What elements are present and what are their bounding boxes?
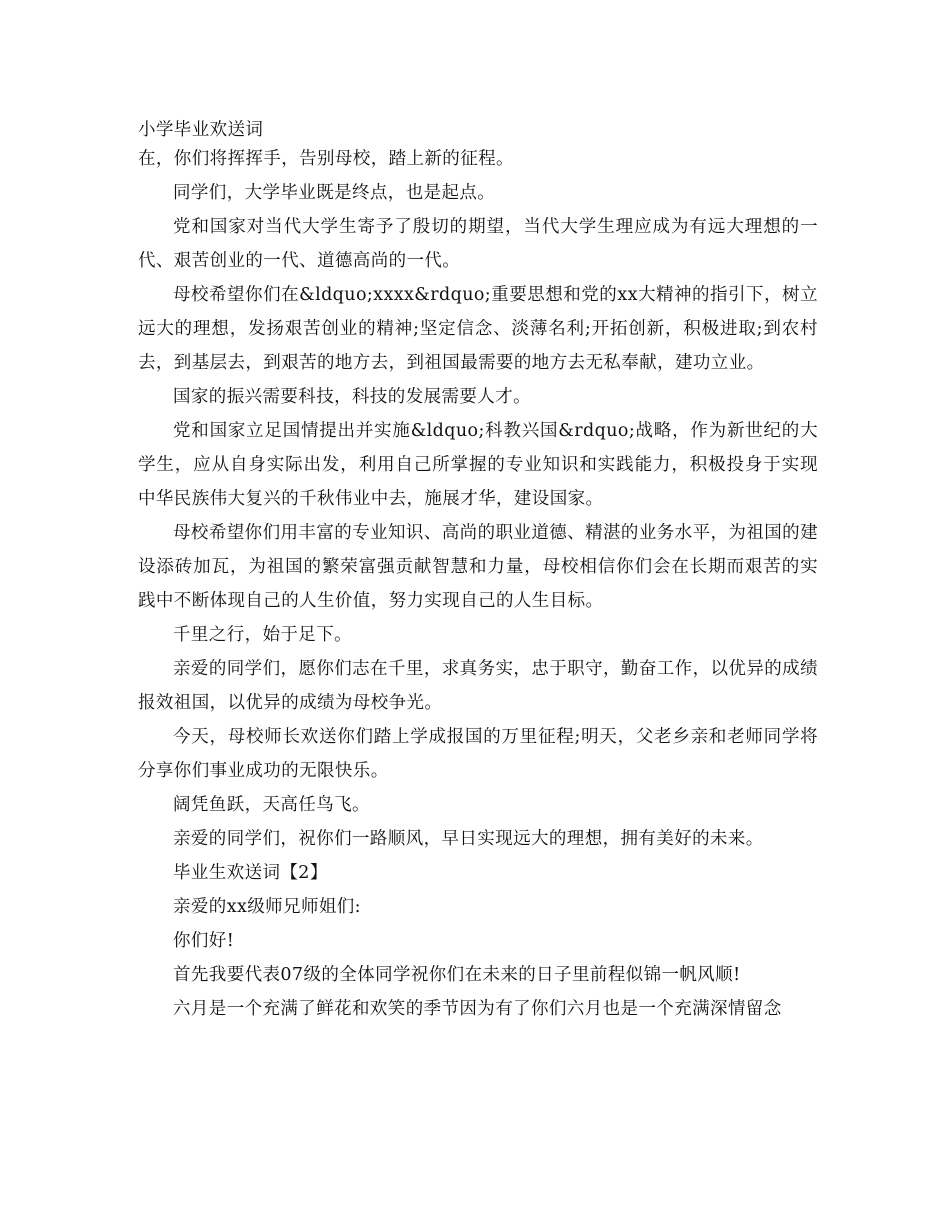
paragraph: 阔凭鱼跃，天高任鸟飞。 bbox=[173, 795, 370, 815]
paragraph: 六月是一个充满了鲜花和欢笑的季节因为有了你们六月也是一个充满深情留念 bbox=[173, 999, 782, 1019]
paragraph: 今天，母校师长欢送你们踏上学成报国的万里征程;明天，父老乡亲和老师同学将分享你们事业成功的无限快乐。 bbox=[138, 727, 818, 781]
greeting: 你们好! bbox=[173, 931, 235, 951]
paragraph: 亲爱的同学们，祝你们一路顺风，早日实现远大的理想，拥有美好的未来。 bbox=[173, 829, 764, 849]
paragraph: 在，你们将挥挥手，告别母校，踏上新的征程。 bbox=[138, 149, 514, 169]
paragraph: 千里之行，始于足下。 bbox=[173, 625, 352, 645]
paragraph: 母校希望你们用丰富的专业知识、高尚的职业道德、精湛的业务水平，为祖国的建设添砖加瓦，为祖国的繁荣富强贡献智慧和力量，母校相信你们会在长期而艰苦的实践中不断体现自己的人生价值，努力实现自己的人生目标。 bbox=[138, 523, 818, 611]
section-heading: 毕业生欢送词【2】 bbox=[173, 863, 328, 883]
paragraph: 首先我要代表07级的全体同学祝你们在未来的日子里前程似锦一帆风顺! bbox=[173, 965, 741, 985]
paragraph: 国家的振兴需要科技，科技的发展需要人才。 bbox=[173, 387, 531, 407]
paragraph: 同学们，大学毕业既是终点，也是起点。 bbox=[173, 183, 496, 203]
document-body bbox=[138, 118, 818, 1026]
salutation: 亲爱的xx级师兄师姐们: bbox=[173, 897, 361, 917]
paragraph: 亲爱的同学们，愿你们志在千里，求真务实，忠于职守，勤奋工作，以优异的成绩报效祖国，以优异的成绩为母校争光。 bbox=[138, 659, 818, 713]
paragraph: 党和国家立足国情提出并实施&ldquo;科教兴国&rdquo;战略，作为新世纪的大学生，应从自身实际出发，利用自己所掌握的专业知识和实践能力，积极投身于实现中华民族伟大复兴的千秋伟业中去，施展才华，建设国家。 bbox=[138, 421, 818, 509]
document-title: 小学毕业欢送词 bbox=[138, 120, 264, 140]
paragraph: 党和国家对当代大学生寄予了殷切的期望，当代大学生理应成为有远大理想的一代、艰苦创业的一代、道德高尚的一代。 bbox=[138, 217, 818, 271]
paragraph: 母校希望你们在&ldquo;xxxx&rdquo;重要思想和党的xx大精神的指引下，树立远大的理想，发扬艰苦创业的精神;坚定信念、淡薄名利;开拓创新，积极进取;到农村去，到基层去，到艰苦的地方去，到祖国最需要的地方去无私奉献，建功立业。 bbox=[138, 285, 818, 373]
